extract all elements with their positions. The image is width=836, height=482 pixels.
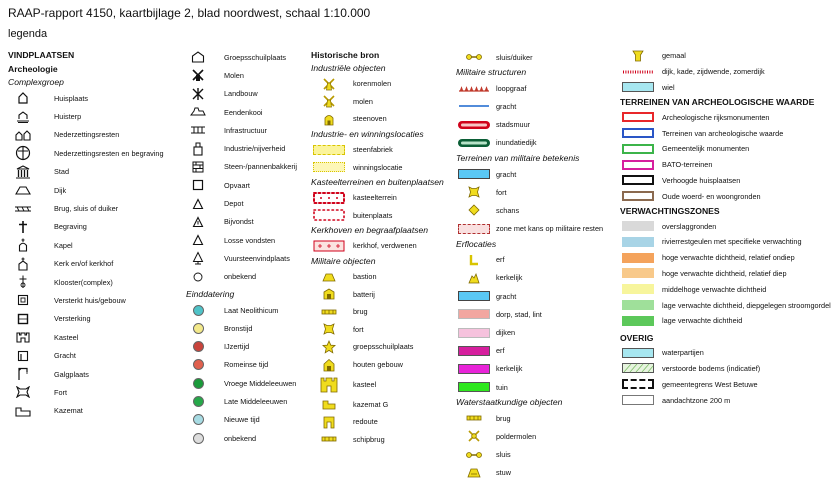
legend-item: Archeologische rijksmonumenten [620, 109, 834, 125]
legend-item: onbekend [186, 429, 308, 447]
redoubt-icon [468, 204, 480, 216]
legend-item: Gracht [8, 346, 178, 364]
legend-item: Landbouw [186, 85, 308, 103]
legend-item: IJzertijd [186, 337, 308, 355]
city-wall-line [457, 120, 491, 130]
period-dot [193, 378, 204, 389]
sluice-icon [466, 52, 482, 62]
extraction-site-swatch [313, 162, 345, 172]
legend-item: brug [456, 409, 616, 427]
legend-item: gemeentegrens West Betuwe [620, 376, 834, 392]
bastion-icon [322, 272, 336, 282]
legend-item: kerkelijk [456, 360, 616, 378]
wooden-building-icon [322, 358, 336, 372]
pool-swatch [622, 82, 654, 92]
village-swatch [458, 309, 490, 319]
group-title: Complexgroep [8, 77, 64, 87]
legend-item: gracht [456, 287, 616, 305]
zone-swatch [622, 237, 654, 247]
legend-item: Stad [8, 163, 178, 181]
period-dot [193, 396, 204, 407]
legend-item: brug [311, 303, 455, 321]
column-complex-types [186, 48, 308, 447]
group-title: Industriële objecten [311, 63, 386, 73]
zone-swatch [622, 268, 654, 278]
legend-item: rivierrestgeulen met specifieke verwachting [620, 234, 834, 250]
legend-item: Industrie/nijverheid [186, 139, 308, 157]
section-header: OVERIG [620, 332, 654, 343]
legend-item: dijk, kade, zijdwende, zomerdijk [620, 64, 834, 80]
legend-item: Gemeentelijk monumenten [620, 141, 834, 157]
casemate-icon [15, 405, 31, 417]
legend-item: gemaal [620, 48, 834, 64]
legend-item: waterpartijen [620, 345, 834, 361]
legend-item: fort [456, 183, 616, 201]
pontoon-bridge-icon [321, 435, 337, 443]
legend-item: Kerk en/of kerkhof [8, 255, 178, 273]
group-title: Waterstaatkundige objecten [456, 397, 563, 408]
legend-item: Versterking [8, 310, 178, 328]
legend-item: Bijvondst [186, 213, 308, 231]
legend-item: Depot [186, 194, 308, 212]
section-header: VERWACHTINGSZONES [620, 206, 720, 217]
legend-item: inundatiedijk [456, 134, 616, 152]
brick-factory-swatch [313, 145, 345, 155]
chapel-icon [17, 238, 29, 252]
legend-item: Vroege Middeleeuwen [186, 374, 308, 392]
legend-item: Late Middeleeuwen [186, 392, 308, 410]
legend-item: Verhoogde huisplaatsen [620, 173, 834, 189]
church-point-icon [468, 272, 480, 284]
section-header: Historische bron [311, 50, 380, 60]
legend-item: gracht [456, 165, 616, 183]
water-swatch [622, 348, 654, 358]
legend-item: Eendenkooi [186, 103, 308, 121]
zone-swatch [622, 300, 654, 310]
column-historische-bron [311, 48, 455, 448]
legend-item: Kasteel [8, 328, 178, 346]
loose-finds-icon [192, 234, 204, 246]
legend-item: Nieuwe tijd [186, 411, 308, 429]
section-header: TERREINEN VAN ARCHEOLOGISCHE WAARDE [620, 97, 815, 108]
sluice-icon [466, 450, 482, 460]
group-title: Militaire structuren [456, 67, 527, 78]
legend-item: Kapel [8, 236, 178, 254]
dikes-swatch [458, 328, 490, 338]
legend-item: Galgplaats [8, 365, 178, 383]
cemetery-swatch [313, 240, 345, 252]
flint-site-icon [192, 251, 204, 265]
legend-item: Nederzettingsresten [8, 126, 178, 144]
fort-icon [468, 186, 480, 198]
dike-icon [15, 185, 31, 195]
value-swatch [622, 112, 654, 122]
church-icon [16, 257, 30, 271]
legend-item: steenfabriek [311, 141, 455, 159]
burial-icon [17, 220, 29, 234]
bridge-icon [466, 414, 482, 422]
legend-item: schipbrug [311, 431, 455, 449]
legend-item: Bronstijd [186, 319, 308, 337]
settlement-icon [15, 129, 31, 141]
attention-zone-swatch [622, 395, 654, 405]
legend-item: Versterkt huis/gebouw [8, 291, 178, 309]
legend-item: kasteel [311, 373, 455, 395]
section-subheader: Archeologie [8, 64, 58, 74]
fortified-house-icon [17, 294, 29, 306]
brickworks-icon [192, 161, 204, 173]
legend-item: stuw [456, 464, 616, 482]
fort-icon [16, 386, 30, 398]
zone-swatch [622, 316, 654, 326]
legend-item: sluis [456, 446, 616, 464]
period-dot [193, 414, 204, 425]
yard-point-icon [468, 254, 480, 266]
legend-title: RAAP-rapport 4150, kaartbijlage 2, blad noordwest, schaal 1:10.000 [8, 6, 371, 20]
group-title: Terreinen van militaire betekenis [456, 152, 580, 163]
moat-swatch [458, 169, 490, 179]
legend-item: lage verwachte dichtheid, diepgelegen stroomgordel [620, 297, 834, 313]
polder-mill-icon [467, 429, 481, 443]
legend-item: Oude woerd- en woongronden [620, 188, 834, 204]
stray-find-icon [192, 216, 204, 228]
period-dot [193, 305, 204, 316]
legend-item: bastion [311, 268, 455, 286]
moat-line [458, 103, 490, 109]
waterway-icon [192, 179, 204, 191]
group-shelter-icon [322, 340, 336, 354]
legend-item: Steen-/pannenbakkerij [186, 158, 308, 176]
castle-icon [16, 331, 30, 343]
kiln-icon [323, 112, 335, 126]
mill-icon [191, 68, 205, 82]
period-dot [193, 341, 204, 352]
house-icon [17, 92, 29, 104]
value-swatch [622, 191, 654, 201]
legend-item: erf [456, 251, 616, 269]
duck-decoy-icon [190, 107, 206, 117]
column-military-water [456, 48, 616, 482]
legend-item: korenmolen [311, 75, 455, 93]
legend-item: verstoorde bodems (indicatief) [620, 361, 834, 377]
legend-item: Groepsschuilplaats [186, 48, 308, 66]
legend-item: winningslocatie [311, 158, 455, 176]
legend-item: loopgraaf [456, 79, 616, 97]
value-swatch [622, 128, 654, 138]
legend-item: lage verwachte dichtheid [620, 313, 834, 329]
legend-item: Klooster(complex) [8, 273, 178, 291]
legend-item: kasteelterrein [311, 189, 455, 207]
zone-swatch [622, 221, 654, 231]
city-icon [15, 165, 31, 179]
legend-item: Kazemat [8, 402, 178, 420]
legend-item: buitenplaats [311, 207, 455, 225]
legend-item: kazemat G [311, 395, 455, 413]
legend-item: schans [456, 201, 616, 219]
zone-swatch [622, 253, 654, 263]
legend-item: steenoven [311, 110, 455, 128]
redoubt-icon [322, 415, 336, 429]
legend-item: fort [311, 321, 455, 339]
infrastructure-icon [190, 125, 206, 135]
legend-item: hoge verwachte dichtheid, relatief ondiep [620, 250, 834, 266]
disturbed-soil-swatch [622, 363, 654, 373]
trench-line [458, 84, 490, 92]
group-title: Einddatering [186, 288, 235, 299]
section-header: VINDPLAATSEN [8, 50, 75, 60]
legend-item: Infrastructuur [186, 121, 308, 139]
legend-item: molen [311, 93, 455, 111]
period-dot [193, 359, 204, 370]
legend-item: Terreinen van archeologische waarde [620, 125, 834, 141]
depot-icon [192, 198, 204, 210]
legend-item: kerkelijk [456, 269, 616, 287]
casemate-icon [322, 398, 336, 410]
gallows-icon [17, 367, 29, 381]
group-title: Erflocaties [456, 238, 497, 249]
inundation-dike-line [457, 138, 491, 148]
agriculture-icon [191, 87, 205, 101]
garden-swatch [458, 382, 490, 392]
legend-item: groepsschuilplaats [311, 338, 455, 356]
unknown-circle-icon [192, 271, 204, 283]
period-dot [193, 323, 204, 334]
legend-item: Huisterp [8, 107, 178, 125]
legend-item: dorp, stad, lint [456, 305, 616, 323]
legend-item: dijken [456, 323, 616, 341]
church-swatch [458, 364, 490, 374]
legend-item: gracht [456, 97, 616, 115]
group-title: Militaire objecten [311, 255, 376, 266]
legend-item: Huisplaats [8, 89, 178, 107]
legend-item: sluis/duiker [456, 48, 616, 66]
legend-item: BATO-terreinen [620, 157, 834, 173]
legend-item: Brug, sluis of duiker [8, 199, 178, 217]
value-swatch [622, 175, 654, 185]
weir-icon [467, 467, 481, 479]
legend-item: aandachtzone 200 m [620, 392, 834, 408]
dike-line [622, 69, 654, 75]
fort-icon [323, 323, 335, 335]
military-zone-swatch [458, 224, 490, 234]
legend-item: Opvaart [186, 176, 308, 194]
pumping-station-icon [631, 50, 645, 62]
legend-item: Fort [8, 383, 178, 401]
legend-item: redoute [311, 413, 455, 431]
group-title: Kasteelterreinen en buitenplaatsen [311, 176, 444, 187]
legend-item: kerkhof, verdwenen [311, 237, 455, 255]
monastery-icon [17, 275, 29, 289]
legend-item: Losse vondsten [186, 231, 308, 249]
legend-item: batterij [311, 285, 455, 303]
group-title: Industrie- en winningslocaties [311, 128, 424, 139]
legend-item: poldermolen [456, 427, 616, 445]
legend-item: tuin [456, 378, 616, 396]
bridge-icon [321, 308, 337, 316]
moat-icon [17, 350, 29, 362]
legend-item: houten gebouw [311, 356, 455, 374]
column-vindplaatsen [8, 48, 178, 420]
value-swatch [622, 144, 654, 154]
municipal-boundary-line [622, 379, 654, 389]
castle-icon [320, 376, 338, 393]
yard-swatch [458, 346, 490, 356]
legend-item: Romeinse tijd [186, 356, 308, 374]
legend-item: erf [456, 342, 616, 360]
mound-house-icon [16, 111, 30, 123]
moat-swatch [458, 291, 490, 301]
legend-item: Laat Neolithicum [186, 301, 308, 319]
settlement-burial-icon [15, 145, 31, 161]
period-dot [193, 433, 204, 444]
legend-item: Nederzettingsresten en begraving [8, 144, 178, 162]
legend-item: middelhoge verwachte dichtheid [620, 281, 834, 297]
legend-item: overslaggronden [620, 218, 834, 234]
legend-item: onbekend [186, 268, 308, 286]
fortification-icon [17, 313, 29, 325]
legend-item: zone met kans op militaire resten [456, 220, 616, 238]
legend-item: Begraving [8, 218, 178, 236]
mill-icon [322, 94, 336, 108]
battery-icon [322, 288, 336, 300]
legend-item: hoge verwachte dichtheid, relatief diep [620, 266, 834, 282]
zone-swatch [622, 284, 654, 294]
castle-grounds-swatch [313, 192, 345, 204]
column-terrain-zones [620, 48, 834, 408]
legend-item: stadsmuur [456, 116, 616, 134]
legend-subtitle: legenda [8, 28, 48, 40]
value-swatch [622, 160, 654, 170]
group-shelter-icon [191, 51, 205, 63]
legend-item: wiel [620, 80, 834, 96]
group-title: Kerkhoven en begraafplaatsen [311, 225, 429, 236]
bridge-icon [14, 205, 32, 213]
corn-mill-icon [322, 77, 336, 91]
legend-item: Molen [186, 66, 308, 84]
industry-icon [192, 142, 204, 156]
legend-item: Dijk [8, 181, 178, 199]
legend-item: Vuursteenvindplaats [186, 249, 308, 267]
country-estate-swatch [313, 209, 345, 221]
